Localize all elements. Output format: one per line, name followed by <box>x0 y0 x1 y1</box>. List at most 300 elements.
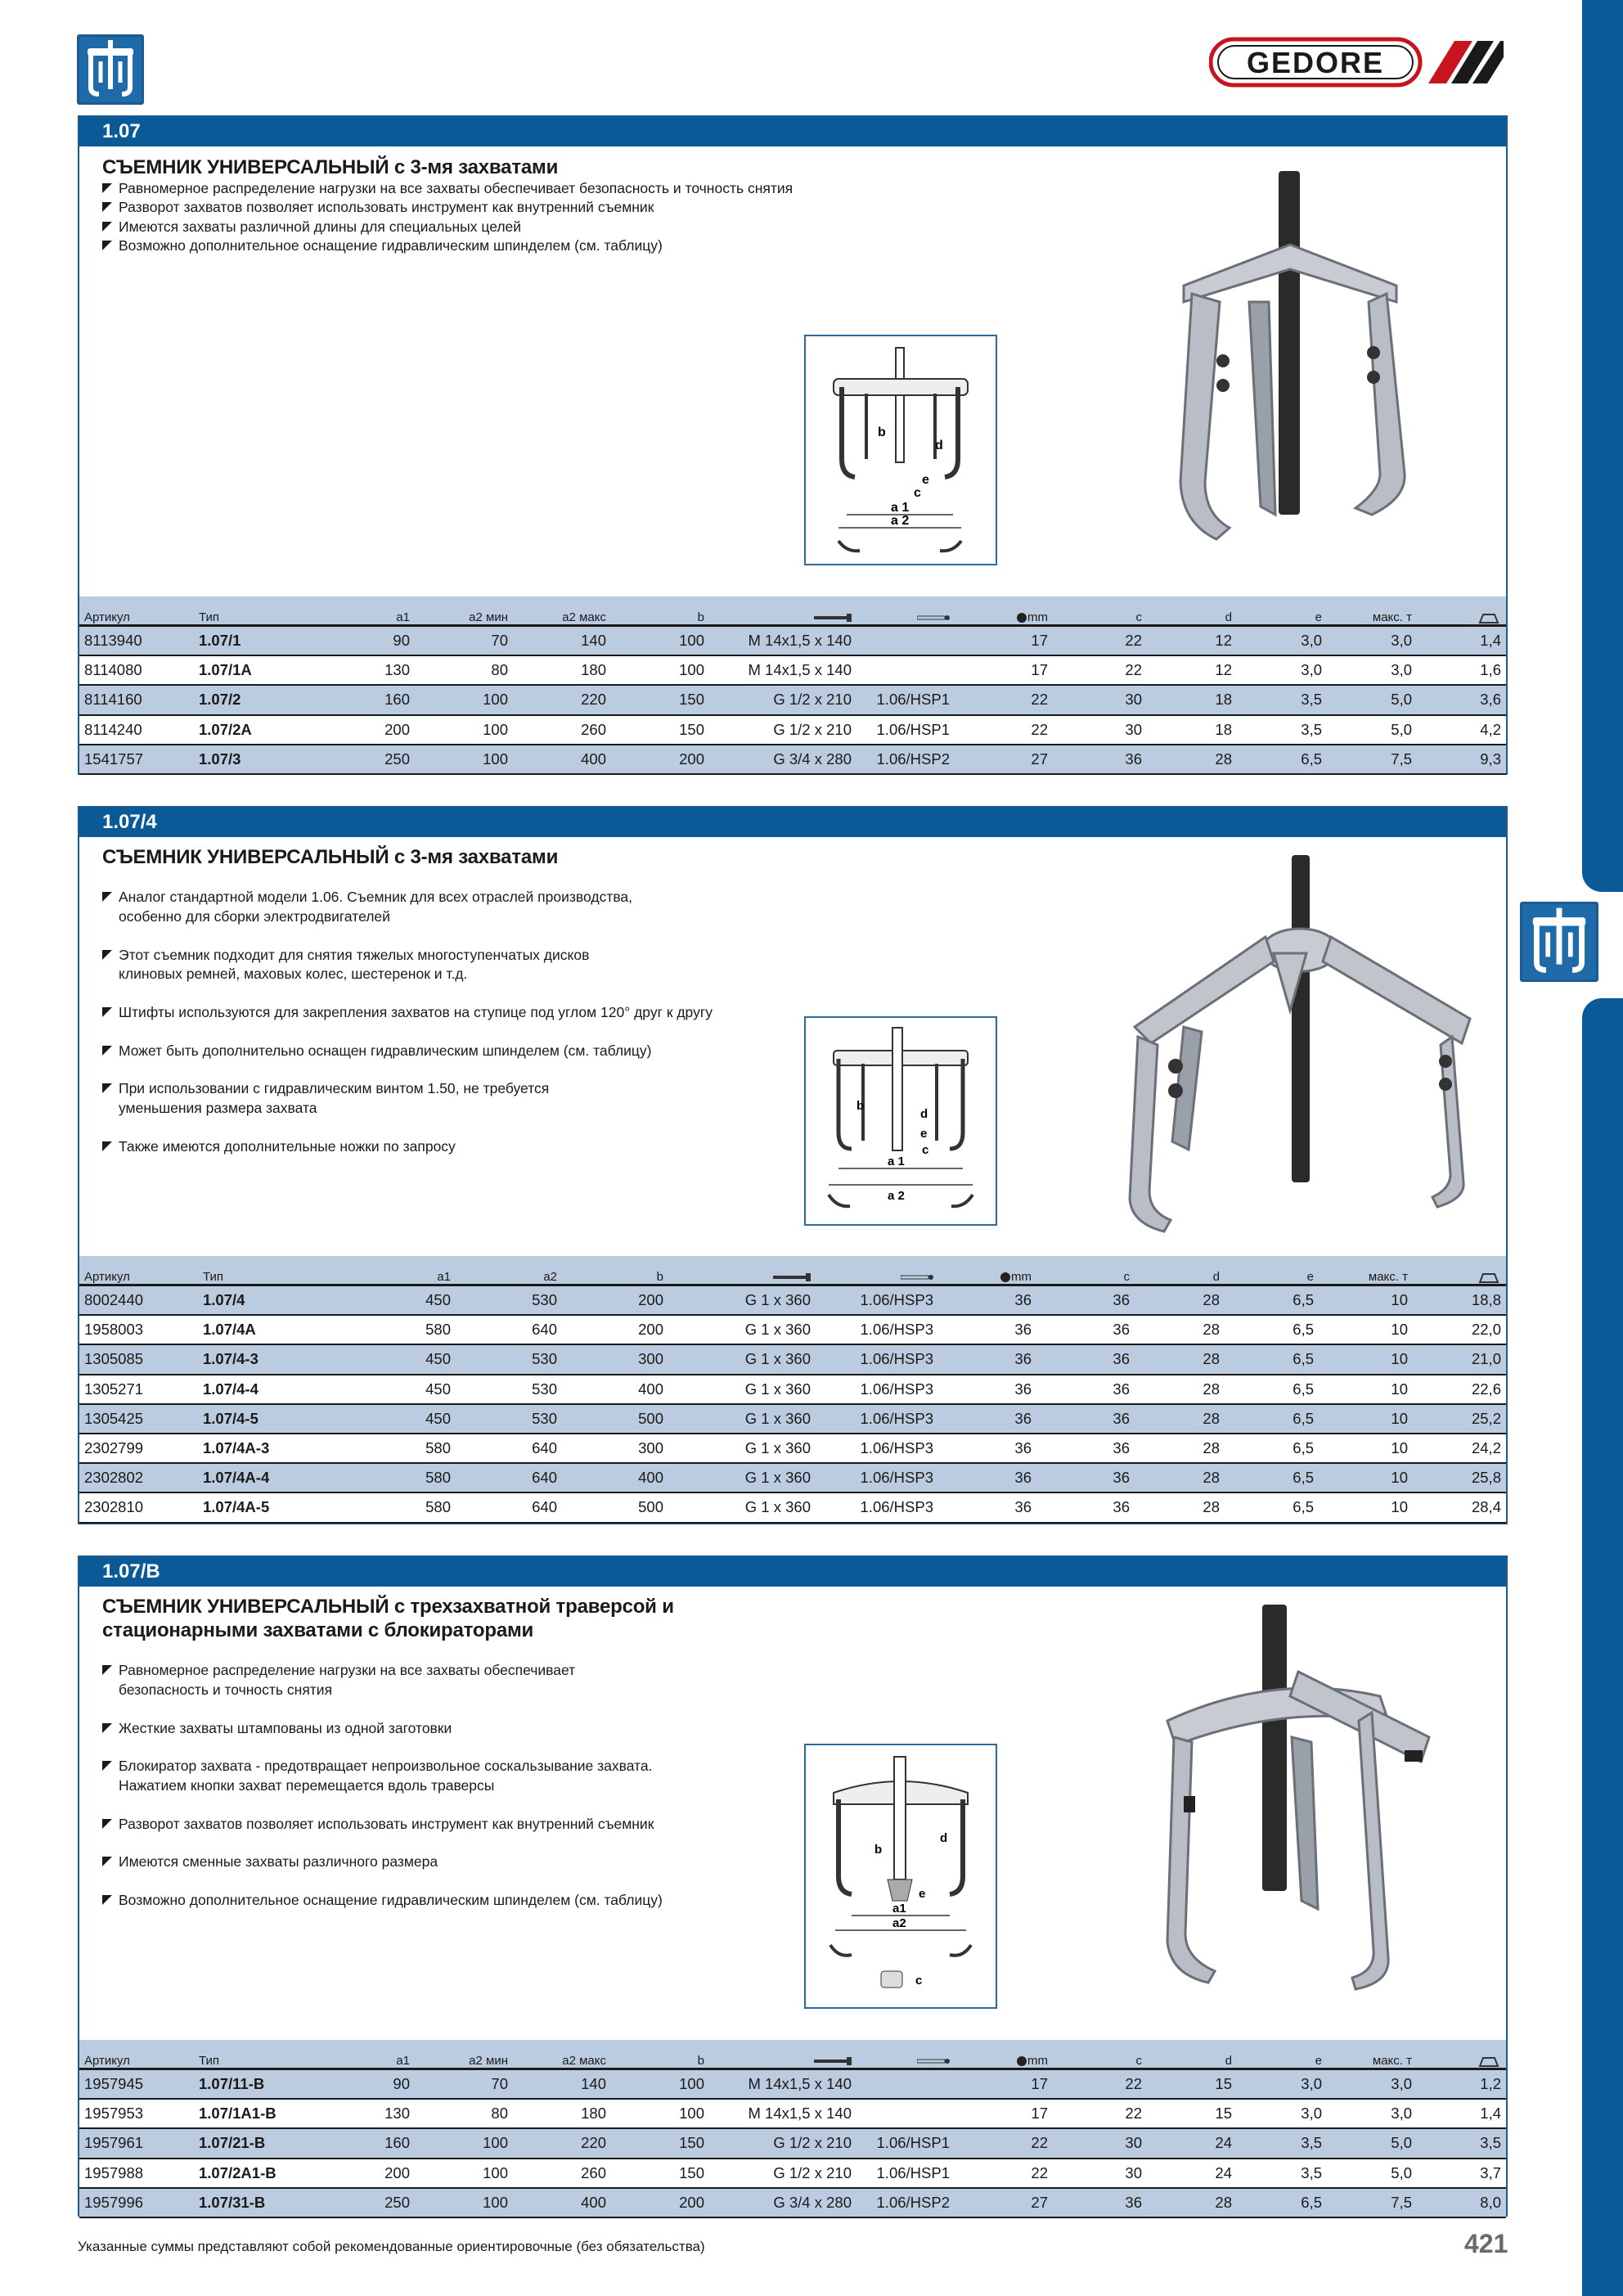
section-1-07-b <box>78 1555 1508 2217</box>
col-article: Артикул <box>79 1256 198 1285</box>
table-cell: 100 <box>611 2099 709 2128</box>
feature-item: Аналог стандартной модели 1.06. Съемник для всех отраслей производства, особенно для сборки электродвигателей <box>102 888 713 926</box>
table-cell: 1305271 <box>79 1375 198 1404</box>
table-cell: G 1/2 x 210 <box>709 715 856 745</box>
table-cell: 300 <box>562 1434 668 1463</box>
table-cell: 10 <box>1319 1492 1413 1522</box>
table-cell: 18 <box>1147 715 1237 745</box>
col-weight <box>1413 1256 1506 1285</box>
table-cell: 200 <box>562 1285 668 1316</box>
table-cell: 30 <box>1053 2159 1147 2188</box>
section-title: СЪЕМНИК УНИВЕРСАЛЬНЫЙ с 3-мя захватами <box>102 846 559 868</box>
spindle-icon <box>773 1273 811 1281</box>
table-cell: 300 <box>562 1344 668 1374</box>
col-hydraulic <box>856 2040 955 2069</box>
table-cell: 8113940 <box>79 626 194 656</box>
feature-item: Жесткие захваты штампованы из одной заготовки <box>102 1719 663 1738</box>
table-cell: 8114080 <box>79 655 194 685</box>
col-b: b <box>562 1256 668 1285</box>
table-cell: 1.07/1A <box>194 655 317 685</box>
table-row <box>79 2159 1506 2188</box>
table-cell: 3,5 <box>1417 2128 1506 2158</box>
spindle-icon <box>814 2057 852 2065</box>
weight-icon <box>1477 2055 1501 2067</box>
table-cell: 30 <box>1053 715 1147 745</box>
table-cell: 6,5 <box>1237 745 1327 774</box>
table-cell: 70 <box>415 2069 513 2100</box>
col-a2-min: a2 мин <box>415 597 513 626</box>
table-cell: 100 <box>415 2159 513 2188</box>
table-cell: 17 <box>955 655 1053 685</box>
table-cell: 10 <box>1319 1375 1413 1404</box>
section-code: 1.07/B <box>79 1557 1506 1587</box>
table-cell: 24 <box>1147 2159 1237 2188</box>
table-cell: 220 <box>513 2128 611 2158</box>
table-cell: 28 <box>1147 745 1237 774</box>
section-1-07-4 <box>78 806 1508 1524</box>
table-cell: 260 <box>513 2159 611 2188</box>
table-cell: 28 <box>1135 1285 1225 1316</box>
col-article: Артикул <box>79 2040 194 2069</box>
col-c: c <box>1036 1256 1135 1285</box>
table-cell: 7,5 <box>1327 2188 1417 2217</box>
feature-item: Разворот захватов позволяет использовать инструмент как внутренний съемник <box>102 1815 663 1834</box>
table-cell: 5,0 <box>1327 685 1417 714</box>
table-cell: 22 <box>955 2128 1053 2158</box>
table-cell: 80 <box>415 655 513 685</box>
wrench-size-icon <box>1016 2055 1027 2067</box>
table-cell: 140 <box>513 626 611 656</box>
table-cell: 3,5 <box>1237 685 1327 714</box>
table-cell: 3,0 <box>1327 2099 1417 2128</box>
table-cell: 24 <box>1147 2128 1237 2158</box>
table-cell: G 1 x 360 <box>668 1315 816 1344</box>
table-cell: 1541757 <box>79 745 194 774</box>
table-cell: 1.07/4A <box>198 1315 333 1344</box>
table-cell: 6,5 <box>1225 1404 1319 1434</box>
table-row <box>79 2099 1506 2128</box>
table-cell: 90 <box>317 2069 415 2100</box>
table-cell: M 14x1,5 x 140 <box>709 655 856 685</box>
table-cell: 10 <box>1319 1285 1413 1316</box>
table-row <box>79 745 1506 774</box>
table-row <box>79 2128 1506 2158</box>
spindle-icon <box>814 614 852 622</box>
table-cell: 100 <box>415 685 513 714</box>
table-cell: 8002440 <box>79 1285 198 1316</box>
table-cell: G 1/2 x 210 <box>709 2128 856 2158</box>
table-cell: 150 <box>611 715 709 745</box>
table-cell: 17 <box>955 626 1053 656</box>
table-cell: 1,4 <box>1417 2099 1506 2128</box>
table-cell: 22 <box>955 685 1053 714</box>
table-cell <box>856 2069 955 2100</box>
col-type: Тип <box>194 597 317 626</box>
table-cell: 1958003 <box>79 1315 198 1344</box>
table-row <box>79 1315 1506 1344</box>
table-cell: 9,3 <box>1417 745 1506 774</box>
table-cell: 36 <box>1036 1434 1135 1463</box>
product-photo <box>1086 847 1478 1240</box>
table-cell: 1957996 <box>79 2188 194 2217</box>
table-row <box>79 1285 1506 1316</box>
table-cell <box>856 626 955 656</box>
table-cell: 580 <box>333 1463 456 1492</box>
table-cell: 1.06/HSP3 <box>816 1434 938 1463</box>
table-cell: 1.07/31-B <box>194 2188 317 2217</box>
puller-icon <box>77 34 144 105</box>
table-cell: 1.07/21-B <box>194 2128 317 2158</box>
table-cell: 180 <box>513 655 611 685</box>
table-cell: 640 <box>456 1315 562 1344</box>
table-cell: 400 <box>513 745 611 774</box>
table-cell: 200 <box>317 2159 415 2188</box>
table-cell: 36 <box>938 1492 1036 1522</box>
feature-item: Этот съемник подходит для снятия тяжелых многоступенчатых дисков клиновых ремней, маховых колес, шестеренок и т.д. <box>102 946 713 984</box>
hydraulic-spindle-icon <box>901 1273 933 1281</box>
table-cell: 25,8 <box>1413 1463 1506 1492</box>
table-cell: 200 <box>562 1315 668 1344</box>
table-row <box>79 715 1506 745</box>
table-row <box>79 2069 1506 2100</box>
col-wrench: mm <box>955 2040 1053 2069</box>
table-cell: 10 <box>1319 1344 1413 1374</box>
table-cell: 22 <box>1053 2099 1147 2128</box>
dim-label-a2: a2 <box>892 1916 906 1930</box>
table-cell: 250 <box>317 745 415 774</box>
table-cell: 6,5 <box>1225 1344 1319 1374</box>
col-a1: a1 <box>317 597 415 626</box>
table-cell: 500 <box>562 1404 668 1434</box>
table-cell: 100 <box>415 745 513 774</box>
dimension-diagram <box>804 1016 997 1226</box>
table-cell: 260 <box>513 715 611 745</box>
table-cell: 30 <box>1053 2128 1147 2158</box>
table-cell: 22 <box>955 2159 1053 2188</box>
table-cell: 36 <box>938 1375 1036 1404</box>
col-max-t: макс. т <box>1327 597 1417 626</box>
col-spindle <box>709 2040 856 2069</box>
table-cell <box>856 655 955 685</box>
table-cell: 220 <box>513 685 611 714</box>
col-a2-max: a2 макс <box>513 597 611 626</box>
spec-table <box>79 597 1506 775</box>
table-cell: 100 <box>611 2069 709 2100</box>
table-cell: 28 <box>1135 1434 1225 1463</box>
table-cell: 27 <box>955 745 1053 774</box>
col-a2-min: a2 мин <box>415 2040 513 2069</box>
dim-label-a2: a 2 <box>888 1189 905 1203</box>
feature-item: Равномерное распределение нагрузки на все захваты обеспечивает безопасность и точность снятия <box>102 179 793 198</box>
table-cell: 200 <box>611 2188 709 2217</box>
wrench-size-icon <box>1016 612 1027 624</box>
table-cell: 36 <box>1036 1344 1135 1374</box>
table-cell: 1,2 <box>1417 2069 1506 2100</box>
table-cell: 2302802 <box>79 1463 198 1492</box>
table-cell: 1305425 <box>79 1404 198 1434</box>
table-row <box>79 1375 1506 1404</box>
table-cell: 28 <box>1135 1315 1225 1344</box>
table-cell: 3,0 <box>1327 655 1417 685</box>
table-header <box>79 1256 1506 1285</box>
table-cell: 530 <box>456 1344 562 1374</box>
table-cell: G 1 x 360 <box>668 1404 816 1434</box>
table-cell: 1.07/2 <box>194 685 317 714</box>
table-cell: 1.06/HSP3 <box>816 1315 938 1344</box>
table-cell: 1.07/4A-5 <box>198 1492 333 1522</box>
dim-label-d: d <box>940 1831 948 1845</box>
table-cell: 28 <box>1135 1492 1225 1522</box>
table-cell: 36 <box>1053 745 1147 774</box>
table-cell: 3,5 <box>1237 2128 1327 2158</box>
feature-list <box>102 869 713 1176</box>
col-a1: a1 <box>333 1256 456 1285</box>
feature-item: Возможно дополнительное оснащение гидравлическим шпинделем (см. таблицу) <box>102 236 793 255</box>
table-cell: G 3/4 x 280 <box>709 2188 856 2217</box>
page-number: 421 <box>1464 2229 1508 2258</box>
table-cell: 30 <box>1053 685 1147 714</box>
table-row <box>79 2188 1506 2217</box>
dimension-diagram <box>804 335 997 565</box>
table-cell: 580 <box>333 1492 456 1522</box>
table-cell: 530 <box>456 1285 562 1316</box>
side-tab-bar-top <box>1582 0 1623 892</box>
table-cell: 1.06/HSP3 <box>816 1404 938 1434</box>
table-cell: 100 <box>415 715 513 745</box>
table-cell: 3,0 <box>1327 626 1417 656</box>
weight-icon <box>1477 612 1501 624</box>
table-cell: 1.06/HSP3 <box>816 1463 938 1492</box>
table-row <box>79 1492 1506 1522</box>
section-code: 1.07/4 <box>79 808 1506 837</box>
table-cell: 1.07/4-3 <box>198 1344 333 1374</box>
table-row <box>79 1463 1506 1492</box>
col-e: e <box>1237 597 1327 626</box>
dim-label-b: b <box>874 1843 883 1857</box>
brand-name: GEDORE <box>1246 46 1385 79</box>
spec-table <box>79 2040 1506 2218</box>
table-cell: 1.07/3 <box>194 745 317 774</box>
spec-table <box>79 1256 1506 1524</box>
col-spindle <box>709 597 856 626</box>
table-cell: 1305085 <box>79 1344 198 1374</box>
table-cell: 28 <box>1135 1463 1225 1492</box>
table-cell: 530 <box>456 1375 562 1404</box>
table-cell: 1,6 <box>1417 655 1506 685</box>
table-cell: 3,7 <box>1417 2159 1506 2188</box>
table-cell: 1.07/1 <box>194 626 317 656</box>
col-c: c <box>1053 2040 1147 2069</box>
dim-label-d: d <box>935 439 943 452</box>
table-cell: G 1 x 360 <box>668 1285 816 1316</box>
table-cell: 1.07/2A <box>194 715 317 745</box>
table-cell: 1.07/2A1-B <box>194 2159 317 2188</box>
table-cell: 1.06/HSP3 <box>816 1492 938 1522</box>
table-cell: G 1/2 x 210 <box>709 2159 856 2188</box>
table-cell: 22,0 <box>1413 1315 1506 1344</box>
table-cell: 100 <box>611 655 709 685</box>
col-a2-max: a2 макс <box>513 2040 611 2069</box>
col-d: d <box>1135 1256 1225 1285</box>
section-title: СЪЕМНИК УНИВЕРСАЛЬНЫЙ с трехзахватной траверсой и стационарными захватами с блокираторами <box>102 1596 674 1641</box>
table-cell: 21,0 <box>1413 1344 1506 1374</box>
table-cell: 3,0 <box>1327 2069 1417 2100</box>
table-cell <box>856 2099 955 2128</box>
table-cell: 3,0 <box>1237 2069 1327 2100</box>
feature-item: Блокиратор захвата - предотвращает непроизвольное соскальзывание захвата. Нажатием кнопки захват перемещается вдоль траверсы <box>102 1757 663 1795</box>
table-cell: 3,6 <box>1417 685 1506 714</box>
wrench-size-icon <box>1000 1272 1011 1283</box>
table-cell: 2302810 <box>79 1492 198 1522</box>
section-title: СЪЕМНИК УНИВЕРСАЛЬНЫЙ с 3-мя захватами <box>102 156 559 178</box>
table-cell: 15 <box>1147 2069 1237 2100</box>
table-cell: 1.06/HSP1 <box>856 2159 955 2188</box>
dim-label-c: c <box>914 486 921 500</box>
table-cell: 1.06/HSP3 <box>816 1344 938 1374</box>
table-cell: 450 <box>333 1344 456 1374</box>
table-cell: M 14x1,5 x 140 <box>709 626 856 656</box>
table-cell: 28,4 <box>1413 1492 1506 1522</box>
table-row <box>79 1404 1506 1434</box>
table-cell: 18,8 <box>1413 1285 1506 1316</box>
col-a2: a2 <box>456 1256 562 1285</box>
table-cell: 6,5 <box>1225 1463 1319 1492</box>
table-cell: 27 <box>955 2188 1053 2217</box>
dimension-diagram <box>804 1744 997 2009</box>
table-cell: 100 <box>415 2128 513 2158</box>
col-e: e <box>1225 1256 1319 1285</box>
table-cell: 1.07/4 <box>198 1285 333 1316</box>
table-cell: 160 <box>317 685 415 714</box>
table-cell: 22 <box>955 715 1053 745</box>
gedore-logo <box>1209 36 1504 90</box>
table-cell: 1.06/HSP1 <box>856 2128 955 2158</box>
col-weight <box>1417 597 1506 626</box>
dim-label-b: b <box>878 425 886 439</box>
table-cell: G 1 x 360 <box>668 1434 816 1463</box>
table-cell: 1.07/4-5 <box>198 1404 333 1434</box>
feature-item: Имеются захваты различной длины для специальных целей <box>102 218 793 236</box>
table-cell: 8114240 <box>79 715 194 745</box>
table-cell: 17 <box>955 2099 1053 2128</box>
feature-item: Имеются сменные захваты различного размера <box>102 1853 663 1871</box>
dim-label-e: e <box>922 473 929 487</box>
side-tab-puller-icon[interactable] <box>1520 902 1598 982</box>
table-cell: 1957961 <box>79 2128 194 2158</box>
table-cell: 3,0 <box>1237 2099 1327 2128</box>
weight-icon <box>1477 1272 1501 1283</box>
table-cell: 17 <box>955 2069 1053 2100</box>
col-c: c <box>1053 597 1147 626</box>
table-row <box>79 626 1506 656</box>
col-b: b <box>611 2040 709 2069</box>
table-cell: 10 <box>1319 1404 1413 1434</box>
table-cell: 400 <box>562 1375 668 1404</box>
table-cell: 4,2 <box>1417 715 1506 745</box>
hydraulic-spindle-icon <box>917 614 950 622</box>
table-cell: 200 <box>317 715 415 745</box>
col-e: e <box>1237 2040 1327 2069</box>
table-cell: 36 <box>1036 1315 1135 1344</box>
side-tab-bar-bottom <box>1582 998 1623 2296</box>
col-d: d <box>1147 2040 1237 2069</box>
col-type: Тип <box>198 1256 333 1285</box>
table-cell: 1.07/4A-3 <box>198 1434 333 1463</box>
table-cell: 22 <box>1053 2069 1147 2100</box>
table-cell: 22,6 <box>1413 1375 1506 1404</box>
dim-label-c: c <box>915 1974 923 1988</box>
dim-label-c: c <box>922 1143 929 1157</box>
table-cell: 5,0 <box>1327 2128 1417 2158</box>
col-a1: a1 <box>317 2040 415 2069</box>
feature-item: Возможно дополнительное оснащение гидравлическим шпинделем (см. таблицу) <box>102 1891 663 1910</box>
col-wrench: mm <box>938 1256 1036 1285</box>
table-cell: 36 <box>1036 1285 1135 1316</box>
table-cell: 6,5 <box>1225 1315 1319 1344</box>
table-cell: 36 <box>938 1285 1036 1316</box>
table-cell: 70 <box>415 626 513 656</box>
table-cell: 36 <box>938 1315 1036 1344</box>
col-article: Артикул <box>79 597 194 626</box>
table-cell: 160 <box>317 2128 415 2158</box>
col-wrench: mm <box>955 597 1053 626</box>
table-cell: 2302799 <box>79 1434 198 1463</box>
table-cell: 450 <box>333 1404 456 1434</box>
product-photo <box>1086 163 1462 592</box>
table-cell: G 1 x 360 <box>668 1492 816 1522</box>
col-hydraulic <box>816 1256 938 1285</box>
table-cell: G 1/2 x 210 <box>709 685 856 714</box>
table-cell: 180 <box>513 2099 611 2128</box>
table-cell: 3,0 <box>1237 626 1327 656</box>
table-cell: 150 <box>611 2128 709 2158</box>
table-cell: 400 <box>562 1463 668 1492</box>
footer-note: Указанные суммы представляют собой рекомендованные ориентировочные (без обязательства) <box>78 2239 705 2254</box>
table-cell: 1.07/4A-4 <box>198 1463 333 1492</box>
feature-item: При использовании с гидравлическим винтом 1.50, не требуется уменьшения размера захвата <box>102 1079 713 1118</box>
table-cell: 1.06/HSP1 <box>856 685 955 714</box>
table-cell: 1.06/HSP3 <box>816 1375 938 1404</box>
table-cell: 6,5 <box>1225 1434 1319 1463</box>
table-cell: 22 <box>1053 626 1147 656</box>
table-cell: 8114160 <box>79 685 194 714</box>
table-cell: 90 <box>317 626 415 656</box>
table-cell: 150 <box>611 685 709 714</box>
table-cell: 24,2 <box>1413 1434 1506 1463</box>
table-header <box>79 2040 1506 2069</box>
table-cell: 22 <box>1053 655 1147 685</box>
table-cell: 36 <box>938 1434 1036 1463</box>
table-row <box>79 655 1506 685</box>
table-cell: 36 <box>1053 2188 1147 2217</box>
table-cell: 1.06/HSP2 <box>856 745 955 774</box>
product-photo <box>1086 1598 1462 2024</box>
table-cell: 18 <box>1147 685 1237 714</box>
table-cell: 36 <box>1036 1404 1135 1434</box>
table-cell: G 1 x 360 <box>668 1463 816 1492</box>
table-header <box>79 597 1506 626</box>
table-cell: 1957988 <box>79 2159 194 2188</box>
section-code: 1.07 <box>79 117 1506 146</box>
table-cell: 10 <box>1319 1315 1413 1344</box>
table-cell: 1.06/HSP2 <box>856 2188 955 2217</box>
table-row <box>79 1434 1506 1463</box>
col-type: Тип <box>194 2040 317 2069</box>
hydraulic-spindle-icon <box>917 2057 950 2065</box>
table-cell: 640 <box>456 1492 562 1522</box>
table-cell: 10 <box>1319 1463 1413 1492</box>
table-cell: 140 <box>513 2069 611 2100</box>
